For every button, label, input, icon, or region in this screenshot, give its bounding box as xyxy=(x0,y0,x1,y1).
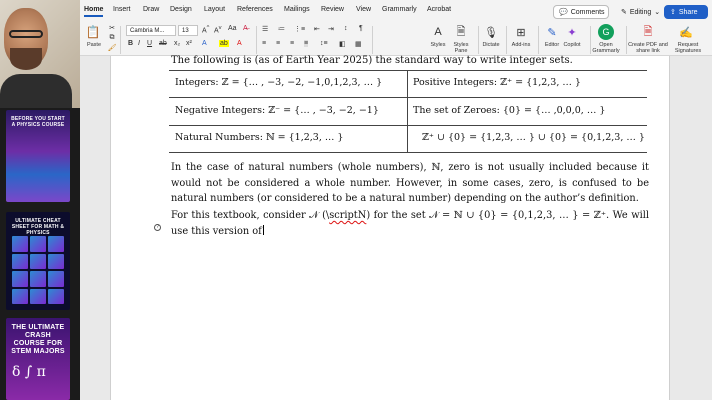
para2-before: For this textbook, consider 𝒩 (\ xyxy=(171,210,330,221)
add-ins-label: Add-ins xyxy=(511,42,531,48)
table-border xyxy=(169,70,647,71)
misspelled-word[interactable]: scriptN xyxy=(329,210,367,221)
webcam-glasses xyxy=(9,30,43,38)
tab-review[interactable]: Review xyxy=(321,6,344,13)
change-case-icon[interactable]: Aa xyxy=(228,25,237,32)
table-cell: Natural Numbers: ℕ = {1,2,3, … } xyxy=(175,132,344,143)
chevron-down-icon: ⌄ xyxy=(654,9,661,16)
format-painter-icon[interactable]: 🖌 xyxy=(107,45,117,52)
editor-icon[interactable]: ✎ xyxy=(547,26,557,39)
share-icon: ⇪ xyxy=(670,9,676,16)
book3-title: THE ULTIMATE CRASH COURSE FOR STEM MAJORS xyxy=(11,324,65,355)
multilevel-list-icon[interactable]: ⋮≡ xyxy=(294,26,306,33)
tab-acrobat[interactable]: Acrobat xyxy=(427,6,452,13)
pencil-icon: ✎ xyxy=(621,9,627,16)
request-signatures-icon[interactable]: ✍ xyxy=(679,26,693,39)
webcam-beard xyxy=(10,48,42,70)
webcam-feed xyxy=(0,0,80,108)
grammarly-icon[interactable]: G xyxy=(598,24,614,40)
table-cell: ℤ⁺ ∪ {0} = {1,2,3, … } ∪ {0} = {0,1,2,3, … } xyxy=(422,132,645,143)
show-marks-icon[interactable]: ¶ xyxy=(359,25,363,32)
document-area xyxy=(80,56,712,400)
decrease-indent-icon[interactable]: ⇤ xyxy=(314,26,320,33)
ribbon-tabs xyxy=(80,0,712,22)
align-center-icon[interactable]: ≡ xyxy=(276,40,281,47)
copilot-label: Copilot xyxy=(563,42,581,48)
intro-text: The following is (as of Earth Year 2025) the standard way to write integer sets. xyxy=(171,55,573,66)
share-label: Share xyxy=(678,8,698,16)
superscript-icon[interactable]: x² xyxy=(186,40,192,47)
comments-button[interactable] xyxy=(553,5,609,19)
tab-view[interactable]: View xyxy=(356,6,372,13)
separator xyxy=(372,26,373,54)
tab-home[interactable]: Home xyxy=(84,6,104,13)
paragraph-natural-numbers: In the case of natural numbers (whole numbers), ℕ, zero is not usually included because it would not be considered a whole number. However, in some cases, zero, is confused to be natural numbers (or considered to be a natural number) depending on the author’s definition. xyxy=(171,162,649,204)
font-color-icon[interactable]: A xyxy=(237,40,242,47)
ribbon xyxy=(80,0,712,56)
table-cell: Negative Integers: ℤ⁻ = {… , −3, −2, −1} xyxy=(175,105,379,116)
paragraph-textbook-convention xyxy=(171,208,649,239)
numbering-icon[interactable]: ≔ xyxy=(278,26,285,33)
request-signatures-label: Request Signatures xyxy=(674,42,702,54)
create-pdf-label: Create PDF and share link xyxy=(628,42,668,54)
clear-formatting-icon[interactable]: A̶ xyxy=(243,25,248,32)
borders-icon[interactable]: ▦ xyxy=(355,41,362,48)
tab-grammarly[interactable]: Grammarly xyxy=(382,6,417,13)
document-page[interactable] xyxy=(110,56,670,400)
table-divider xyxy=(407,70,408,152)
editing-label: Editing xyxy=(629,8,652,16)
underline-icon[interactable]: U xyxy=(147,40,153,47)
integer-sets-table[interactable] xyxy=(169,70,647,154)
styles-icon[interactable]: A xyxy=(434,26,442,38)
separator xyxy=(256,26,257,54)
book3-symbols: δ ∫ π xyxy=(12,364,46,380)
comment-icon: 💬 xyxy=(559,9,568,16)
grow-font-icon[interactable]: A^ xyxy=(202,25,210,35)
subscript-icon[interactable]: x₂ xyxy=(174,40,181,47)
tab-insert[interactable]: Insert xyxy=(113,6,131,13)
align-left-icon[interactable]: ≡ xyxy=(262,40,267,47)
table-cell: Positive Integers: ℤ⁺ = {1,2,3, … } xyxy=(413,77,581,88)
book1-title: BEFORE YOU START A PHYSICS COURSE xyxy=(11,116,65,128)
left-strip xyxy=(0,0,80,400)
styles-pane-label: Styles Pane xyxy=(453,42,469,54)
webcam-shirt xyxy=(0,74,72,108)
tab-mailings[interactable]: Mailings xyxy=(284,6,310,13)
microphone-icon[interactable]: 🎙 xyxy=(484,26,498,39)
bullets-icon[interactable]: ☰ xyxy=(262,26,269,33)
bold-icon[interactable]: B xyxy=(128,40,134,47)
font-size-value: 13 xyxy=(182,27,189,34)
book-cover-physics xyxy=(6,110,70,202)
separator xyxy=(478,26,479,54)
editing-button[interactable] xyxy=(616,5,660,19)
separator xyxy=(506,26,507,54)
text-effects-icon[interactable]: A xyxy=(202,40,207,47)
font-name-select[interactable] xyxy=(126,25,176,36)
tab-design[interactable]: Design xyxy=(170,6,192,13)
line-spacing-icon[interactable]: ↕≡ xyxy=(320,40,328,47)
share-button[interactable] xyxy=(664,5,708,19)
strikethrough-icon[interactable]: ab xyxy=(159,40,167,47)
separator xyxy=(120,26,121,54)
grammarly-label: Open Grammarly xyxy=(592,42,620,54)
dictate-label: Dictate xyxy=(482,42,500,48)
justify-icon[interactable]: ≡ xyxy=(304,40,309,47)
ribbon-groups xyxy=(80,22,712,56)
para2-after: ) for the set 𝒩 = ℕ ∪ {0} = {0,1,2,3, … } = ℤ⁺. We will use this version of xyxy=(171,210,649,237)
align-right-icon[interactable]: ≡ xyxy=(290,40,295,47)
table-cell: The set of Zeroes: {0} = {… ,0,0,0, … } xyxy=(413,105,606,116)
separator xyxy=(626,26,627,54)
tab-layout[interactable]: Layout xyxy=(204,6,226,13)
italic-icon[interactable]: I xyxy=(138,40,140,47)
book2-grid xyxy=(12,236,64,304)
separator xyxy=(538,26,539,54)
styles-label: Styles xyxy=(430,42,446,48)
tab-references[interactable]: References xyxy=(237,6,273,13)
font-name-value: Cambria M... xyxy=(130,27,165,34)
table-cell: Integers: ℤ = {… , −3, −2, −1,0,1,2,3, … } xyxy=(175,77,383,88)
editor-label: Editor xyxy=(544,42,560,48)
tab-draw[interactable]: Draw xyxy=(143,6,160,13)
paste-label: Paste xyxy=(86,42,102,48)
book-cover-crash-course xyxy=(6,318,70,400)
cut-icon[interactable]: ✂ xyxy=(109,25,115,32)
acrobat-pdf-icon[interactable]: 🗎 xyxy=(643,25,653,38)
copy-icon[interactable]: ⧉ xyxy=(109,34,115,41)
paragraph-marker-icon: ? xyxy=(154,224,161,231)
paste-icon[interactable]: 📋 xyxy=(85,25,101,39)
highlight-icon[interactable]: ab xyxy=(220,40,228,47)
increase-indent-icon[interactable]: ⇥ xyxy=(328,26,334,33)
styles-pane-icon[interactable]: 🗎 xyxy=(456,25,466,38)
shading-icon[interactable]: ◧ xyxy=(339,41,346,48)
font-size-select[interactable] xyxy=(178,25,198,36)
book2-title: ULTIMATE CHEAT SHEET FOR MATH & PHYSICS xyxy=(11,218,65,236)
copilot-icon[interactable]: ✦ xyxy=(567,26,577,39)
shrink-font-icon[interactable]: $A^v$ xyxy=(214,25,222,35)
table-border xyxy=(169,125,647,126)
comments-label: Comments xyxy=(570,8,605,16)
sort-icon[interactable]: ↕ xyxy=(344,25,348,32)
table-border xyxy=(169,152,647,153)
table-border xyxy=(169,97,647,98)
book-cover-cheat-sheet xyxy=(6,212,70,310)
text-cursor xyxy=(263,225,264,235)
add-ins-icon[interactable]: ⊞ xyxy=(516,26,526,39)
